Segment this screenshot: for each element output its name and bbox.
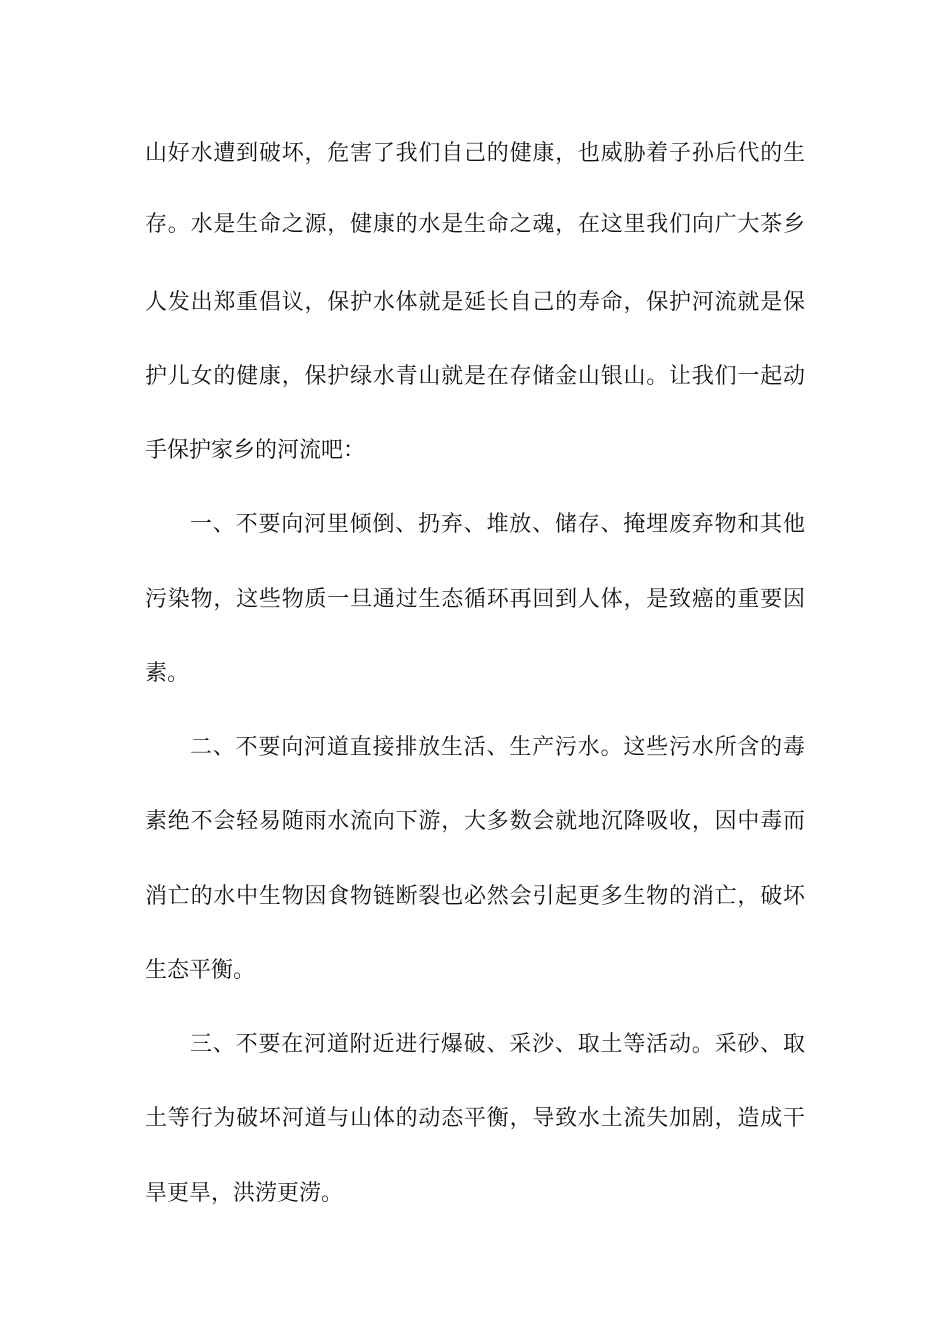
text-line: 人发出郑重倡议，保护水体就是延长自己的寿命，保护河流就是保 bbox=[145, 290, 805, 315]
text-line: 土等行为破坏河道与山体的动态平衡，导致水土流失加剧，造成干 bbox=[145, 1106, 805, 1131]
paragraph-three-first-line: 三、不要在河道附近进行爆破、采沙、取土等活动。采砂、取 bbox=[190, 1032, 805, 1057]
text-line: 护儿女的健康，保护绿水青山就是在存储金山银山。让我们一起动 bbox=[145, 364, 805, 389]
text-line: 污染物，这些物质一旦通过生态循环再回到人体，是致癌的重要因 bbox=[145, 587, 805, 612]
text-line: 手保护家乡的河流吧： bbox=[145, 438, 366, 463]
text-line: 存。水是生命之源，健康的水是生命之魂，在这里我们向广大茶乡 bbox=[145, 212, 805, 237]
text-line: 旱更旱，洪涝更涝。 bbox=[145, 1181, 344, 1206]
text-line: 素绝不会轻易随雨水流向下游，大多数会就地沉降吸收，因中毒而 bbox=[145, 809, 805, 834]
paragraph-two-first-line: 二、不要向河道直接排放生活、生产污水。这些污水所含的毒 bbox=[190, 735, 805, 760]
text-line: 山好水遭到破坏，危害了我们自己的健康，也威胁着子孙后代的生 bbox=[145, 141, 805, 166]
text-line: 生态平衡。 bbox=[145, 958, 256, 983]
text-line: 素。 bbox=[145, 661, 190, 686]
paragraph-one-first-line: 一、不要向河里倾倒、扔弃、堆放、储存、掩埋废弃物和其他 bbox=[190, 512, 805, 537]
text-line: 消亡的水中生物因食物链断裂也必然会引起更多生物的消亡，破坏 bbox=[145, 884, 805, 909]
